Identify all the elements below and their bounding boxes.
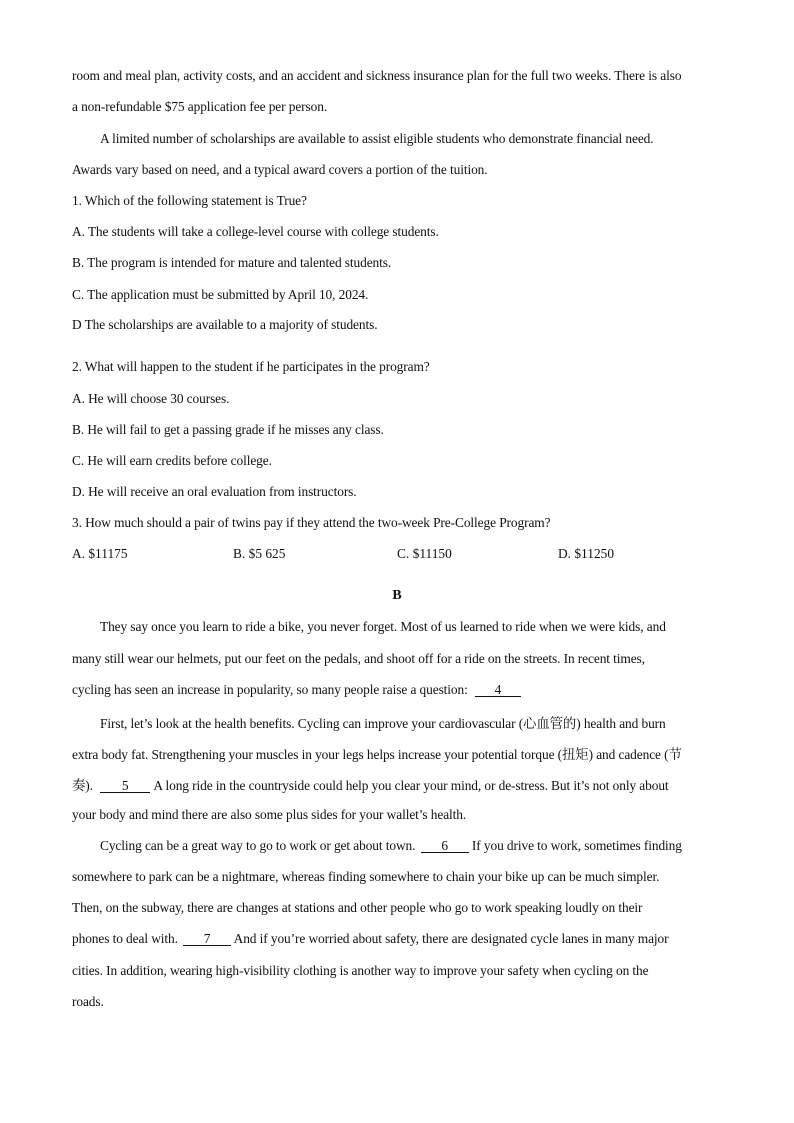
passage-b-text-line: They say once you learn to ride a bike, you never forget. Most of us learned to ride when we were kids, and (100, 619, 666, 634)
question-2-option-b: B. He will fail to get a passing grade if he misses any class. (72, 422, 384, 437)
question-2-option-c: C. He will earn credits before college. (72, 453, 272, 468)
question-3-option-c: C. $11150 (397, 546, 452, 561)
question-3-stem: 3. How much should a pair of twins pay if they attend the two-week Pre-College Program? (72, 515, 551, 530)
question-2-stem: 2. What will happen to the student if he participates in the program? (72, 359, 430, 374)
answer-blank-7: 7 (183, 932, 231, 946)
passage-b-text-line (72, 682, 521, 698)
passage-b-text-line: cities. In addition, wearing high-visibility clothing is another way to improve your safety when cycling on the (72, 963, 649, 978)
passage-b-text-line: many still wear our helmets, put our feet on the pedals, and shoot off for a ride on the streets. In recent times, (72, 651, 645, 666)
question-3-option-a: A. $11175 (72, 546, 128, 561)
passage-a-text-line: A limited number of scholarships are available to assist eligible students who demonstrate financial need. (100, 131, 654, 146)
question-1-option-c: C. The application must be submitted by April 10, 2024. (72, 287, 369, 302)
passage-a-text-line: room and meal plan, activity costs, and an accident and sickness insurance plan for the full two weeks. There is also (72, 68, 682, 83)
answer-blank-4: 4 (475, 683, 521, 697)
passage-b-text: Cycling can be a great way to go to work or get about town. (100, 838, 416, 853)
passage-a-text-line: Awards vary based on need, and a typical award covers a portion of the tuition. (72, 162, 488, 177)
passage-b-text-line: roads. (72, 994, 104, 1009)
question-2-option-d: D. He will receive an oral evaluation from instructors. (72, 484, 357, 499)
passage-b-text: If you drive to work, sometimes finding (471, 838, 682, 853)
passage-b-text: And if you’re worried about safety, there are designated cycle lanes in many major (233, 931, 669, 946)
question-1-option-d: D The scholarships are available to a majority of students. (72, 317, 378, 332)
question-2-option-a: A. He will choose 30 courses. (72, 391, 230, 406)
passage-b-text-line: somewhere to park can be a nightmare, whereas finding somewhere to chain your bike up can be much simpler. (72, 869, 660, 884)
question-1-stem: 1. Which of the following statement is True? (72, 193, 307, 208)
answer-blank-6: 6 (421, 839, 469, 853)
passage-b-text-line (100, 838, 682, 854)
passage-b-text: A long ride in the countryside could help you clear your mind, or de-stress. But it’s not only about (153, 778, 669, 793)
passage-b-text-line: extra body fat. Strengthening your muscles in your legs helps increase your potential torque (扭矩) and cadence (节 (72, 747, 682, 762)
passage-b-text-line: First, let’s look at the health benefits. Cycling can improve your cardiovascular (心血管的) health and burn (100, 716, 666, 731)
passage-b-text: phones to deal with. (72, 931, 178, 946)
section-heading-b: B (392, 588, 402, 603)
passage-a-text-line: a non-refundable $75 application fee per person. (72, 99, 328, 114)
passage-b-text-line: your body and mind there are also some plus sides for your wallet’s health. (72, 807, 467, 822)
passage-b-text: cycling has seen an increase in popularity, so many people raise a question: (72, 682, 468, 697)
passage-b-text-line (72, 775, 669, 794)
question-3-option-d: D. $11250 (558, 546, 615, 561)
question-3-option-b: B. $5 625 (233, 546, 286, 561)
passage-b-text: 奏). (72, 778, 93, 793)
question-1-option-a: A. The students will take a college-level course with college students. (72, 224, 439, 239)
passage-b-text-line: Then, on the subway, there are changes at stations and other people who go to work speaking loudly on their (72, 900, 643, 915)
answer-blank-5: 5 (100, 779, 150, 793)
passage-b-text-line (72, 931, 669, 947)
question-1-option-b: B. The program is intended for mature and talented students. (72, 255, 392, 270)
